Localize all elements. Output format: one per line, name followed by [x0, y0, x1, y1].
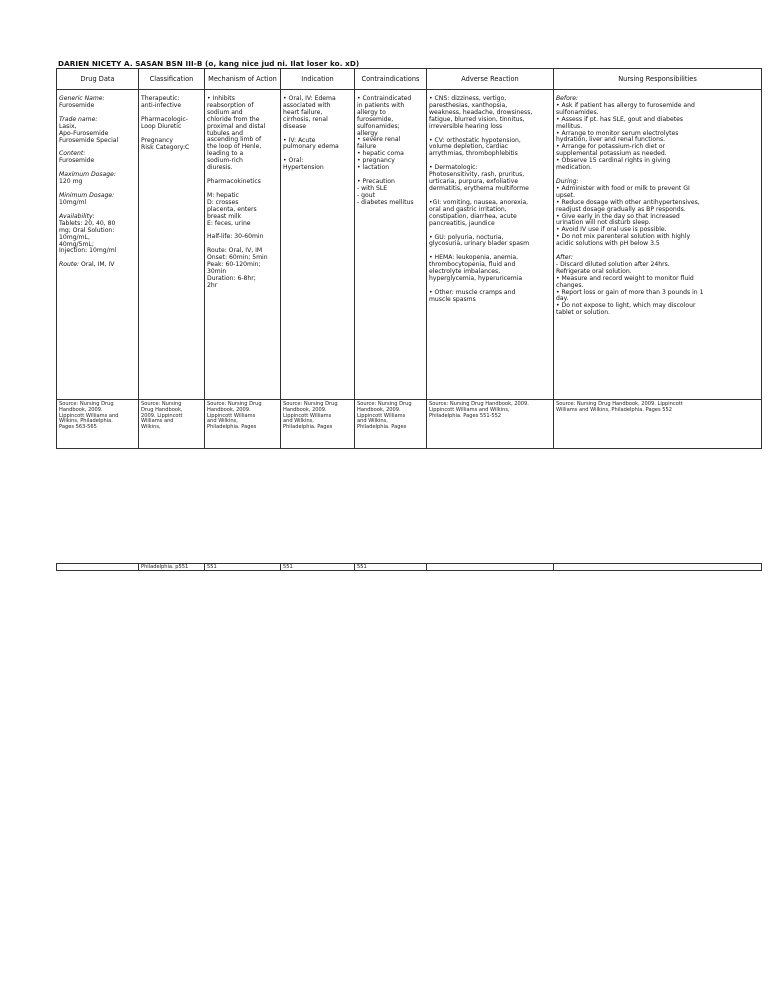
nursing-line: day.: [556, 295, 569, 303]
nursing-line: readjust dosage gradually as BP responds.: [556, 205, 686, 213]
trade-name: Apo-Furosemide: [59, 129, 109, 137]
adverse-line: Photosensitivity, rash, pruritus,: [429, 171, 525, 179]
contraindication-line: failure: [357, 143, 377, 151]
source-cell: [281, 400, 355, 449]
contraindications-cell: [355, 90, 427, 400]
route-timing-line: Route: Oral, IV, IM: [207, 247, 263, 255]
source-line: Source: Nursing Drug: [207, 401, 262, 407]
source-line: Philadelphia. Pages: [283, 424, 333, 431]
drug-data-cell: [57, 90, 139, 400]
adverse-line: volume depletion, cardiac: [429, 143, 509, 151]
precaution-line: - diabetes mellitus: [357, 198, 414, 206]
adverse-line: weakness, headache, drowsiness,: [429, 108, 533, 116]
column-header: Contraindications: [355, 69, 427, 90]
classification-cell: [139, 90, 205, 400]
nursing-line: • Do not mix parenteral solution with highly: [556, 233, 691, 241]
source-line: Lippincott Williams and: [59, 412, 119, 419]
source-line: and Wilkins,: [283, 418, 314, 425]
indication-line: • Oral, IV: Edema: [283, 95, 336, 102]
source-cell: [355, 400, 427, 449]
therapeutic-line: Therapeutic:: [141, 95, 180, 102]
trade-name: Furosemide Special: [59, 136, 119, 144]
min-dose-label: Minimum Dosage:: [59, 192, 115, 200]
contraindication-line: • hepatic coma: [357, 150, 404, 158]
source-line: Williams and: [141, 418, 174, 425]
adverse-line: fatigue, blurred vision, tinnitus,: [429, 115, 525, 123]
nursing-line: Refrigerate oral solution.: [556, 267, 632, 275]
source-line: Lippincott Williams: [357, 412, 406, 419]
precaution-line: - gout: [357, 191, 375, 199]
source-line: Williams and Wilkins, Philadelphia. Pages 552: [556, 406, 672, 413]
content-value: Furosemide: [59, 157, 95, 165]
adverse-line: arrythmias, thrombophlebitis: [429, 150, 518, 158]
pk-line: breast milk: [207, 212, 242, 220]
before-title: Before:: [556, 95, 579, 102]
mechanism-line: chloride from the: [207, 115, 260, 123]
nursing-line: changes.: [556, 281, 584, 289]
adverse-line: •GI: vomiting, nausea, anorexia,: [429, 198, 529, 206]
column-header: Indication: [281, 69, 355, 90]
pk-line: placenta, enters: [207, 205, 257, 213]
therapeutic-line: anti-infective: [141, 101, 182, 109]
source-line: Pages 563-565: [59, 424, 97, 431]
source-line: Lippincott Williams: [283, 412, 332, 419]
precaution-line: - with SLE: [357, 184, 388, 192]
content-label: Content:: [59, 150, 86, 158]
source-line: Source: Nursing Drug Handbook, 2009.: [429, 401, 529, 407]
route-timing-line: Onset: 60min; 5min: [207, 254, 268, 262]
mechanism-line: sodium and: [207, 108, 243, 116]
mechanism-line: the loop of Henle,: [207, 143, 262, 151]
continuation-cell: Philadelphia. p551: [139, 564, 205, 571]
mechanism-cell: [205, 90, 281, 400]
source-line: Source: Nursing Drug: [59, 401, 114, 407]
source-line: 2009. Lippincott: [141, 412, 183, 419]
generic-label: Generic Name:: [59, 95, 105, 102]
source-line: Lippincott Williams and Wilkins,: [429, 406, 510, 413]
source-line: Handbook, 2009.: [59, 406, 103, 413]
adverse-line: urticaria, purpura, exfoliative: [429, 178, 519, 186]
min-dose-value: 10mg/ml: [59, 198, 87, 206]
adverse-line: electrolyte imbalances,: [429, 268, 501, 276]
mechanism-line: proximal and distal: [207, 122, 266, 130]
indication-line: pulmonary edema: [283, 143, 339, 151]
pharmacokinetics-title: Pharmacokinetics: [207, 177, 261, 185]
nursing-line: • Report loss or gain of more than 3 pounds in 1: [556, 288, 704, 296]
contraindication-line: • lactation: [357, 164, 390, 172]
adverse-line: irreversible hearing loss: [429, 122, 503, 130]
nursing-line: sulfonamides.: [556, 108, 599, 116]
continuation-table: [56, 563, 762, 571]
column-header: Mechanism of Action: [205, 69, 281, 90]
mechanism-line: • Inhibits: [207, 95, 235, 102]
table-header-row: [57, 69, 762, 90]
nursing-line: urination will not disturb sleep.: [556, 219, 651, 227]
route-timing-line: 2hr: [207, 281, 218, 289]
pregnancy-line: Pregnancy: [141, 136, 173, 144]
indication-line: Hypertension: [283, 164, 324, 172]
adverse-line: • GU: polyuria, nocturia,: [429, 233, 504, 241]
nursing-line: • Avoid IV use if oral use is possible.: [556, 226, 667, 234]
route-timing-line: Duration: 6-8hr;: [207, 274, 256, 282]
nursing-line: • Reduce dosage with other antihypertensives,: [556, 198, 700, 206]
availability-line: 10mg/mL,: [59, 233, 90, 241]
indication-line: associated with: [283, 101, 331, 109]
pk-line: D: crosses: [207, 198, 239, 206]
contraindication-line: allergy: [357, 129, 378, 137]
trade-label: Trade name:: [59, 115, 98, 123]
contraindication-line: sulfonamides;: [357, 122, 400, 130]
pharmacologic-line: Pharmacologic-: [141, 115, 188, 123]
adverse-line: glycosuria, urinary blader spasm: [429, 240, 530, 248]
nursing-line: • Assess if pt. has SLE, gout and diabetes: [556, 115, 684, 123]
adverse-line: muscle spasms: [429, 295, 476, 303]
source-line: Philadelphia. Pages: [357, 424, 407, 431]
column-header: Adverse Reaction: [427, 69, 554, 90]
continuation-cell: [57, 564, 139, 571]
drug-study-table: [56, 68, 762, 449]
source-line: Source: Nursing: [141, 401, 182, 407]
contraindication-line: • severe renal: [357, 136, 401, 144]
mechanism-line: diuresis.: [207, 164, 233, 172]
adverse-line: • CNS: dizziness, vertigo,: [429, 95, 507, 102]
source-cell: [554, 400, 762, 449]
nursing-line: upset.: [556, 191, 575, 199]
document-header: DARIEN NICETY A. SASAN BSN III-B (o, kang nice jud ni. Ilat loser ko. xD): [58, 59, 360, 68]
mechanism-line: ascending limb of: [207, 136, 262, 144]
pregnancy-line: Risk Category:C: [141, 143, 190, 151]
adverse-line: paresthesias, xanthopsia,: [429, 101, 508, 109]
continuation-cell: 551: [281, 564, 355, 571]
indication-line: cirrhosis, renal: [283, 115, 328, 123]
max-dose-value: 120 mg: [59, 178, 83, 186]
contraindication-line: • pregnancy: [357, 157, 395, 165]
column-header: Nursing Responsibilities: [554, 69, 762, 90]
continuation-cell: [427, 564, 554, 571]
source-cell: [427, 400, 554, 449]
indication-line: • Oral:: [283, 157, 304, 165]
contraindication-line: • Contraindicated: [357, 95, 412, 102]
indication-cell: [281, 90, 355, 400]
adverse-line: dermatitis, erythema multiforme: [429, 184, 529, 192]
nursing-line: medication.: [556, 164, 592, 172]
availability-line: mg; Oral Solution:: [59, 226, 115, 234]
continuation-row: [57, 564, 762, 571]
nursing-line: • Administer with food or milk to prevent GI: [556, 184, 690, 192]
nursing-line: • Do not expose to light, which may discolour: [556, 302, 696, 310]
nursing-line: • Arrange to monitor serum electrolytes: [556, 129, 679, 137]
continuation-cell: 551: [205, 564, 281, 571]
source-line: Source: Nursing Drug: [357, 401, 412, 407]
indication-line: heart failure,: [283, 108, 323, 116]
nursing-line: supplemental potassium as needed.: [556, 150, 667, 158]
precaution-line: • Precaution: [357, 177, 395, 185]
generic-name: Furosemide: [59, 101, 95, 109]
adverse-line: oral and gastric irritation,: [429, 205, 507, 213]
nursing-line: • Give early in the day so that increased: [556, 212, 680, 220]
trade-name: Lasix,: [59, 122, 77, 130]
source-row: [57, 400, 762, 449]
source-line: Wilkins,: [141, 424, 161, 431]
source-line: Lippincott Williams: [207, 412, 256, 419]
mechanism-line: leading to a: [207, 150, 244, 158]
adverse-line: • HEMA: leukopenia, anemia,: [429, 254, 519, 262]
nursing-line: • Arrange for potassium-rich diet or: [556, 143, 666, 151]
availability-line: Tablets: 20, 40, 80: [59, 219, 116, 227]
adverse-line: thrombocytopenia, fluid and: [429, 261, 516, 269]
mechanism-line: tubules and: [207, 129, 244, 137]
continuation-cell: 551: [355, 564, 427, 571]
source-line: Handbook, 2009.: [283, 406, 327, 413]
column-header: Classification: [139, 69, 205, 90]
nursing-line: • Measure and record weight to monitor fluid: [556, 274, 694, 282]
contraindication-line: in patients with: [357, 101, 405, 109]
pk-line: E: feces, urine: [207, 219, 251, 227]
nursing-line: • Observe 15 cardinal rights in giving: [556, 157, 671, 165]
source-cell: [139, 400, 205, 449]
half-life-line: Half-life: 30-60min: [207, 233, 264, 241]
route-timing-line: 30min: [207, 268, 227, 276]
adverse-line: • Other: muscle cramps and: [429, 288, 516, 296]
mechanism-line: reabsorption of: [207, 101, 254, 109]
route-line: [59, 262, 136, 269]
adverse-line: constipation, diarrhea, acute: [429, 212, 517, 220]
indication-line: • IV: Acute: [283, 136, 316, 144]
nursing-line: tablet or solution.: [556, 309, 610, 317]
route-label: Route:: [59, 261, 80, 269]
nursing-line: hydration, liver and renal functions.: [556, 136, 666, 144]
source-cell: [205, 400, 281, 449]
after-title: After:: [556, 254, 574, 262]
nursing-responsibilities-cell: [554, 90, 762, 400]
nursing-line: mellitus.: [556, 122, 583, 130]
source-line: Philadelphia. Pages 551-552: [429, 412, 502, 419]
indication-line: disease: [283, 122, 307, 130]
source-line: Source: Nursing Drug: [283, 401, 338, 407]
pk-line: M: hepatic: [207, 191, 239, 199]
nursing-line: - Discard diluted solution after 24hrs.: [556, 260, 670, 268]
pharmacologic-line: Loop Diuretic: [141, 122, 182, 130]
table-row: [57, 90, 762, 400]
contraindication-line: furosemide,: [357, 115, 394, 123]
source-line: and Wilkins,: [207, 418, 238, 425]
nursing-line: • Ask if patient has allergy to furosemide and: [556, 101, 695, 109]
adverse-line: • Dermatologic:: [429, 164, 478, 172]
nursing-line: acidic solutions with pH below 3.5: [556, 240, 660, 248]
source-line: Handbook, 2009.: [207, 406, 251, 413]
availability-label: Availability:: [59, 212, 95, 220]
route-timing-line: Peak: 60-120min;: [207, 261, 261, 269]
source-line: and Wilkins,: [357, 418, 388, 425]
continuation-cell: [554, 564, 762, 571]
source-line: Philadelphia. Pages: [207, 424, 257, 431]
source-line: Drug Handbook,: [141, 406, 183, 413]
availability-line: Injection: 10mg/ml: [59, 247, 117, 255]
source-line: Wilkins, Philadelphia.: [59, 418, 113, 425]
adverse-line: • CV: orthostatic hypotension,: [429, 136, 521, 144]
column-header: Drug Data: [57, 69, 139, 90]
source-line: Source: Nursing Drug Handbook, 2009. Lippincott: [556, 401, 683, 407]
adverse-line: hyperglycemia, hyperuricemia: [429, 275, 523, 283]
mechanism-line: sodium-rich: [207, 157, 243, 165]
source-cell: [57, 400, 139, 449]
contraindication-line: allergy to: [357, 108, 386, 116]
during-title: During:: [556, 177, 579, 185]
max-dose-label: Maximum Dosage:: [59, 171, 116, 179]
source-line: Handbook, 2009.: [357, 406, 401, 413]
adverse-reaction-cell: [427, 90, 554, 400]
route-value: Oral, IM, IV: [80, 261, 115, 269]
adverse-line: pancreatitis, jaundice: [429, 219, 495, 227]
availability-line: 40mg/5mL;: [59, 240, 94, 248]
